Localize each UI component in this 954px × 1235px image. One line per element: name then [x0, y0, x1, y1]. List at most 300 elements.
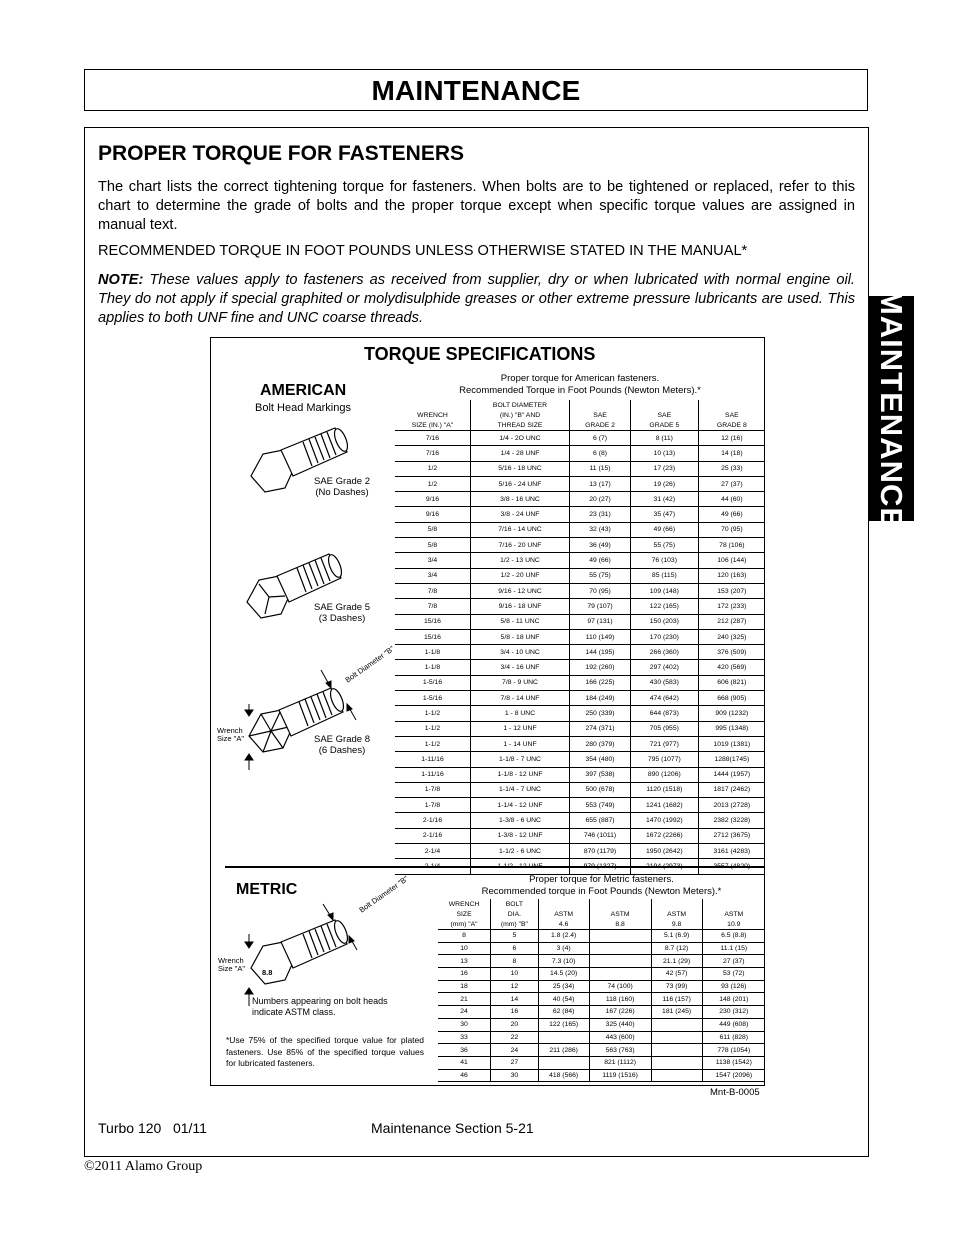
am-table-cell: 553 (749): [570, 798, 631, 813]
met-col-109-h1: ASTM: [724, 910, 744, 918]
am-table-cell: 20 (27): [570, 492, 631, 507]
am-table-cell: 184 (249): [570, 691, 631, 706]
met-table-cell: 118 (160): [589, 993, 651, 1006]
met-table-cell: 24: [491, 1044, 539, 1057]
am-table-cell: 3/4: [395, 568, 470, 583]
met-table-cell: 418 (566): [538, 1069, 589, 1082]
am-table-cell: 1-3/8 - 12 UNF: [470, 828, 569, 843]
met-table-cell: 5.1 (6.9): [651, 930, 702, 943]
metric-caption-line2: Recommended torque in Foot Pounds (Newton Meters).*: [481, 886, 722, 897]
am-col-bolt-h2: (IN.) "B" AND: [470, 410, 569, 420]
am-table-cell: 266 (360): [630, 645, 698, 660]
am-table-cell: 172 (233): [698, 599, 765, 614]
am-table-cell: 55 (75): [570, 568, 631, 583]
am-table-cell: 6 (7): [570, 431, 631, 446]
note-text: These values apply to fasteners as received from supplier, dry or when lubricated with normal engine oil. They do not apply if special graphited or molydisulphide greases or other extreme pressure lubricants are used. This applies to both UNF fine and UNC coarse threads.: [98, 272, 855, 326]
section-side-tab: [869, 288, 914, 529]
am-table-cell: 9/16: [395, 492, 470, 507]
am-table-cell: 122 (165): [630, 599, 698, 614]
am-table-cell: 35 (47): [630, 507, 698, 522]
am-table-row: [395, 721, 765, 736]
met-table-cell: 36: [438, 1044, 491, 1057]
metric-note-line1: Numbers appearing on bolt heads: [252, 996, 388, 1006]
met-table-cell: 27 (37): [702, 955, 765, 968]
am-table-cell: 166 (225): [570, 675, 631, 690]
figure-id: Mnt-B-0005: [710, 1087, 760, 1098]
am-table-cell: 7/16 - 20 UNF: [470, 538, 569, 553]
met-table-cell: 211 (286): [538, 1044, 589, 1057]
am-table-cell: 55 (75): [630, 538, 698, 553]
note-label: NOTE:: [98, 272, 144, 288]
american-wrench-label: [217, 727, 244, 743]
met-table-cell: 8: [438, 930, 491, 943]
american-wrench-text: Wrench: [217, 726, 243, 735]
am-table-cell: 120 (163): [698, 568, 765, 583]
am-table-cell: 70 (95): [698, 522, 765, 537]
met-table-cell: [589, 955, 651, 968]
met-table-cell: 12: [491, 980, 539, 993]
am-table-row: [395, 476, 765, 491]
met-col-46-h1: ASTM: [538, 909, 589, 919]
met-col-109-h0: [702, 899, 765, 909]
am-table-cell: 1-1/8 - 12 UNF: [470, 767, 569, 782]
am-table-cell: 5/8: [395, 522, 470, 537]
am-table-row: [395, 431, 765, 446]
am-table-row: [395, 629, 765, 644]
metric-table-header-row3: [438, 919, 765, 930]
am-table-cell: 1672 (2266): [630, 828, 698, 843]
met-table-cell: 33: [438, 1031, 491, 1044]
am-table-cell: 3/4 - 16 UNF: [470, 660, 569, 675]
met-table-cell: 6: [491, 942, 539, 955]
am-table-cell: 995 (1348): [698, 721, 765, 736]
am-table-cell: 2-1/16: [395, 813, 470, 828]
am-col-g5-h0: [630, 400, 698, 410]
am-table-cell: 1-1/4 - 7 UNC: [470, 782, 569, 797]
met-table-cell: 42 (57): [651, 968, 702, 981]
met-col-wrench-h3: (mm) "A": [438, 919, 491, 930]
am-table-cell: 1/2 - 20 UNF: [470, 568, 569, 583]
am-table-cell: 1/2 - 13 UNC: [470, 553, 569, 568]
metric-wrench-text: Wrench: [218, 956, 244, 965]
am-table-cell: 144 (195): [570, 645, 631, 660]
copyright: ©2011 Alamo Group: [84, 1159, 203, 1174]
am-table-cell: 3161 (4283): [698, 844, 765, 859]
am-table-cell: 79 (107): [570, 599, 631, 614]
am-table-cell: 1241 (1682): [630, 798, 698, 813]
am-table-cell: 49 (66): [630, 522, 698, 537]
met-col-46-h0: [538, 899, 589, 909]
metric-wrench-size-text: Size "A": [218, 964, 246, 973]
am-table-cell: 1 - 8 UNC: [470, 706, 569, 721]
am-table-cell: 474 (642): [630, 691, 698, 706]
page-title: MAINTENANCE: [371, 75, 581, 106]
am-table-cell: 212 (287): [698, 614, 765, 629]
met-col-46-h2: 4.6: [538, 919, 589, 930]
am-table-cell: 1950 (2642): [630, 844, 698, 859]
metric-torque-table: [438, 899, 765, 1082]
american-table-body: [395, 431, 765, 875]
am-table-cell: 27 (37): [698, 476, 765, 491]
am-table-cell: 1-1/8 - 7 UNC: [470, 752, 569, 767]
torque-unit-statement: RECOMMENDED TORQUE IN FOOT POUNDS UNLESS OTHERWISE STATED IN THE MANUAL*: [98, 243, 748, 259]
met-col-88-h1: ASTM: [589, 909, 651, 919]
am-table-cell: 7/8: [395, 599, 470, 614]
american-caption-line1: Proper torque for American fasteners.: [500, 373, 660, 384]
am-table-cell: 1-11/16: [395, 767, 470, 782]
met-table-row: [438, 1018, 765, 1031]
am-table-cell: 31 (42): [630, 492, 698, 507]
met-table-cell: 5: [491, 930, 539, 943]
met-table-row: [438, 1069, 765, 1082]
am-table-cell: 1-7/8: [395, 798, 470, 813]
am-table-row: [395, 828, 765, 843]
am-table-row: [395, 446, 765, 461]
am-table-cell: 192 (260): [570, 660, 631, 675]
met-table-cell: 443 (600): [589, 1031, 651, 1044]
american-heading: AMERICAN: [260, 382, 347, 399]
am-table-cell: 5/8 - 11 UNC: [470, 614, 569, 629]
am-table-cell: 2-1/4: [395, 859, 470, 874]
footer-section: Maintenance Section 5-21: [371, 1120, 534, 1136]
met-table-cell: 16: [438, 968, 491, 981]
grade5-text: SAE Grade 5: [314, 602, 370, 613]
am-table-cell: 170 (230): [630, 629, 698, 644]
am-table-row: [395, 660, 765, 675]
met-table-cell: [589, 968, 651, 981]
am-table-cell: 1-7/8: [395, 782, 470, 797]
am-table-cell: 1-1/2: [395, 721, 470, 736]
am-table-cell: 3/8 - 24 UNF: [470, 507, 569, 522]
am-table-cell: 13 (17): [570, 476, 631, 491]
am-table-cell: 2013 (2728): [698, 798, 765, 813]
am-table-row: [395, 691, 765, 706]
am-table-cell: 420 (569): [698, 660, 765, 675]
am-col-g5-h2: GRADE 5: [630, 420, 698, 431]
am-table-row: [395, 736, 765, 751]
metric-table-body: [438, 930, 765, 1082]
am-table-cell: 1470 (1992): [630, 813, 698, 828]
am-table-cell: 2-1/16: [395, 828, 470, 843]
am-table-row: [395, 844, 765, 859]
am-table-cell: 705 (955): [630, 721, 698, 736]
met-col-wrench-h2: SIZE: [438, 909, 491, 919]
met-table-cell: [538, 1031, 589, 1044]
met-table-cell: [651, 1056, 702, 1069]
am-table-cell: 1/4 - 2O UNC: [470, 431, 569, 446]
am-table-cell: 1-11/16: [395, 752, 470, 767]
am-table-cell: 746 (1011): [570, 828, 631, 843]
am-table-cell: 668 (905): [698, 691, 765, 706]
am-table-cell: 1-5/16: [395, 675, 470, 690]
am-table-cell: 110 (149): [570, 629, 631, 644]
met-table-cell: [651, 1018, 702, 1031]
am-table-cell: 1-1/2 - 12 UNF: [470, 859, 569, 874]
am-table-cell: 644 (873): [630, 706, 698, 721]
am-table-cell: 1-1/8: [395, 660, 470, 675]
am-table-cell: 7/8 - 9 UNC: [470, 675, 569, 690]
met-col-98-h2: 9.8: [651, 919, 702, 930]
am-table-cell: 49 (66): [570, 553, 631, 568]
met-col-bolt-h2: DIA.: [491, 909, 539, 919]
met-table-cell: 30: [438, 1018, 491, 1031]
met-col-wrench-h1: WRENCH: [438, 899, 491, 909]
am-col-g8-h1: SAE: [725, 411, 739, 419]
metric-table-header-row1: [438, 899, 765, 909]
met-table-cell: 20: [491, 1018, 539, 1031]
met-table-cell: 14: [491, 993, 539, 1006]
met-table-cell: 16: [491, 1006, 539, 1019]
am-table-cell: 250 (339): [570, 706, 631, 721]
american-bolt-diameter-label: Bolt Diameter "B": [343, 644, 396, 685]
am-table-cell: 1-1/2 - 6 UNC: [470, 844, 569, 859]
am-table-cell: 1-1/2: [395, 736, 470, 751]
met-col-98-h1: ASTM: [651, 909, 702, 919]
am-table-cell: 78 (106): [698, 538, 765, 553]
am-col-wrench-h1: [395, 400, 470, 410]
met-table-cell: 1547 (2096): [702, 1069, 765, 1082]
met-table-cell: 62 (84): [538, 1006, 589, 1019]
met-table-cell: 8: [491, 955, 539, 968]
am-table-cell: 500 (678): [570, 782, 631, 797]
grade5-label: [305, 602, 379, 624]
am-col-wrench-h3: SIZE (IN.) "A": [395, 420, 470, 431]
american-torque-table: [395, 400, 765, 875]
met-table-cell: [538, 1056, 589, 1069]
am-table-row: [395, 461, 765, 476]
met-table-cell: [589, 930, 651, 943]
met-table-row: [438, 942, 765, 955]
am-table-cell: 606 (821): [698, 675, 765, 690]
met-table-cell: 449 (608): [702, 1018, 765, 1031]
metric-note-line2: indicate ASTM class.: [252, 1007, 336, 1017]
grade8-label: [305, 734, 379, 756]
am-table-cell: 5/8 - 18 UNF: [470, 629, 569, 644]
am-table-cell: 1019 (1381): [698, 736, 765, 751]
met-table-cell: 13: [438, 955, 491, 968]
grade5-sub-text: (3 Dashes): [318, 613, 366, 624]
am-table-cell: 3/8 - 16 UNC: [470, 492, 569, 507]
metric-bolt-diameter-label: Bolt Diameter "B": [357, 874, 410, 915]
am-table-cell: 15/16: [395, 629, 470, 644]
am-table-cell: 23 (31): [570, 507, 631, 522]
am-table-cell: 9/16 - 18 UNF: [470, 599, 569, 614]
bolt-head-markings-label: Bolt Head Markings: [255, 402, 351, 414]
grade2-text: SAE Grade 2: [314, 476, 370, 487]
am-table-cell: 150 (203): [630, 614, 698, 629]
met-table-cell: 325 (440): [589, 1018, 651, 1031]
met-table-cell: 1.8 (2.4): [538, 930, 589, 943]
am-table-cell: 1-5/16: [395, 691, 470, 706]
am-table-cell: 85 (115): [630, 568, 698, 583]
metric-table-header-row2: [438, 909, 765, 919]
met-col-98-h0: [651, 899, 702, 909]
am-table-cell: 12 (16): [698, 431, 765, 446]
am-table-cell: 7/8 - 14 UNF: [470, 691, 569, 706]
am-table-row: [395, 645, 765, 660]
am-table-cell: 890 (1206): [630, 767, 698, 782]
intro-paragraph: The chart lists the correct tightening torque for fasteners. When bolts are to be tightened or replaced, refer to this chart to determine the grade of bolts and the proper torque except when specific torque values are assigned in manual text.: [98, 179, 855, 233]
met-table-cell: 611 (828): [702, 1031, 765, 1044]
met-table-row: [438, 1031, 765, 1044]
metric-caption-line1: Proper torque for Metric fasteners.: [529, 874, 674, 885]
am-table-cell: 1444 (1957): [698, 767, 765, 782]
am-table-cell: 280 (379): [570, 736, 631, 751]
american-caption-line2: Recommended Torque in Foot Pounds (Newton Meters).*: [459, 385, 701, 396]
note-paragraph: [98, 271, 855, 328]
am-col-g8-h0: [698, 400, 765, 410]
am-table-cell: 19 (26): [630, 476, 698, 491]
met-col-88-h2: 8.8: [589, 919, 651, 930]
am-col-g2-h2: GRADE 2: [570, 420, 631, 431]
am-table-cell: 1817 (2462): [698, 782, 765, 797]
met-table-cell: 1138 (1542): [702, 1056, 765, 1069]
am-table-cell: 32 (43): [570, 522, 631, 537]
met-table-cell: 563 (763): [589, 1044, 651, 1057]
met-table-cell: 778 (1054): [702, 1044, 765, 1057]
am-table-row: [395, 599, 765, 614]
am-table-row: [395, 553, 765, 568]
figure-divider: [225, 866, 765, 868]
am-table-cell: 7/16: [395, 431, 470, 446]
am-table-cell: 17 (23): [630, 461, 698, 476]
am-table-cell: 3/4 - 10 UNC: [470, 645, 569, 660]
am-table-cell: 1 - 14 UNF: [470, 736, 569, 751]
am-table-cell: 25 (33): [698, 461, 765, 476]
am-table-cell: 76 (103): [630, 553, 698, 568]
met-table-cell: 18: [438, 980, 491, 993]
am-table-cell: 430 (583): [630, 675, 698, 690]
am-col-g2-h1: SAE: [570, 410, 631, 420]
american-table-header-row1: [395, 400, 765, 410]
metric-bolt-head-note: [252, 996, 388, 1018]
am-table-row: [395, 614, 765, 629]
am-table-cell: 106 (144): [698, 553, 765, 568]
am-table-row: [395, 706, 765, 721]
metric-caption: [438, 874, 765, 898]
met-table-cell: 40 (54): [538, 993, 589, 1006]
met-table-cell: 21: [438, 993, 491, 1006]
met-table-cell: 230 (312): [702, 1006, 765, 1019]
am-table-cell: 870 (1179): [570, 844, 631, 859]
am-table-cell: 655 (887): [570, 813, 631, 828]
met-table-cell: 11.1 (15): [702, 942, 765, 955]
met-table-row: [438, 968, 765, 981]
grade8-sub-text: (6 Dashes): [318, 745, 366, 756]
met-table-row: [438, 955, 765, 968]
met-table-cell: 41: [438, 1056, 491, 1069]
am-table-cell: 10 (13): [630, 446, 698, 461]
met-table-cell: 25 (34): [538, 980, 589, 993]
met-table-cell: 24: [438, 1006, 491, 1019]
met-table-cell: 821 (1112): [589, 1056, 651, 1069]
am-table-cell: 36 (49): [570, 538, 631, 553]
metric-heading: METRIC: [236, 881, 298, 898]
am-table-row: [395, 752, 765, 767]
am-table-row: [395, 507, 765, 522]
am-col-g8-h2: GRADE 8: [698, 420, 765, 431]
am-table-cell: 2712 (3675): [698, 828, 765, 843]
metric-head-mark: 8.8: [262, 968, 273, 977]
am-table-cell: 5/8: [395, 538, 470, 553]
american-caption: [395, 373, 765, 397]
am-table-cell: 2-1/4: [395, 844, 470, 859]
met-table-cell: 30: [491, 1069, 539, 1082]
grade2-label: [305, 476, 379, 498]
am-table-cell: 397 (538): [570, 767, 631, 782]
am-col-g2-h0: [570, 400, 631, 410]
am-table-cell: 240 (325): [698, 629, 765, 644]
side-tab-label: MAINTENANCE: [874, 288, 910, 529]
am-table-cell: 1288(1745): [698, 752, 765, 767]
am-table-cell: 1/4 - 28 UNF: [470, 446, 569, 461]
met-table-cell: 6.5 (8.8): [702, 930, 765, 943]
met-table-cell: 10: [438, 942, 491, 955]
met-table-cell: [651, 1044, 702, 1057]
am-table-row: [395, 675, 765, 690]
am-table-cell: 7/8: [395, 583, 470, 598]
am-col-bolt-h1: BOLT DIAMETER: [470, 400, 569, 410]
met-table-cell: [651, 1031, 702, 1044]
met-table-cell: 14.5 (20): [538, 968, 589, 981]
plated-fastener-footnote: *Use 75% of the specified torque value for plated fasteners. Use 85% of the specified torque values for lubricated fasteners.: [226, 1035, 424, 1068]
am-table-row: [395, 568, 765, 583]
am-table-cell: 9/16 - 12 UNC: [470, 583, 569, 598]
met-col-88-h0: [589, 899, 651, 909]
am-table-row: [395, 798, 765, 813]
am-table-cell: 2194 (2973): [630, 859, 698, 874]
am-table-cell: 795 (1077): [630, 752, 698, 767]
am-table-cell: 14 (18): [698, 446, 765, 461]
am-table-cell: 49 (66): [698, 507, 765, 522]
am-table-cell: 5/16 - 24 UNF: [470, 476, 569, 491]
grade2-sub-text: (No Dashes): [315, 487, 369, 498]
am-table-cell: 1-3/8 - 6 UNC: [470, 813, 569, 828]
am-table-row: [395, 492, 765, 507]
am-table-cell: 1-1/4 - 12 UNF: [470, 798, 569, 813]
met-table-cell: 22: [491, 1031, 539, 1044]
figure-title: TORQUE SPECIFICATIONS: [364, 344, 596, 364]
footer-model: Turbo 120 01/11: [98, 1120, 207, 1136]
met-table-cell: 122 (165): [538, 1018, 589, 1031]
am-table-cell: 354 (480): [570, 752, 631, 767]
american-wrench-size-text: Size "A": [217, 734, 245, 743]
am-table-row: [395, 583, 765, 598]
am-table-row: [395, 813, 765, 828]
am-table-cell: 3557 (4820): [698, 859, 765, 874]
met-table-cell: 1119 (1516): [589, 1069, 651, 1082]
met-table-cell: [589, 942, 651, 955]
met-table-row: [438, 930, 765, 943]
met-table-row: [438, 1056, 765, 1069]
am-col-bolt-h3: THREAD SIZE: [470, 420, 569, 431]
metric-wrench-label: [218, 957, 245, 973]
am-table-cell: 6 (8): [570, 446, 631, 461]
met-table-cell: 93 (126): [702, 980, 765, 993]
header-box: [84, 69, 868, 111]
met-table-row: [438, 1044, 765, 1057]
am-table-cell: 11 (15): [570, 461, 631, 476]
met-col-bolt-h3: (mm) "B": [491, 919, 539, 930]
am-table-cell: 3/4: [395, 553, 470, 568]
am-table-cell: 2382 (3228): [698, 813, 765, 828]
met-table-cell: 8.7 (12): [651, 942, 702, 955]
met-table-row: [438, 993, 765, 1006]
am-table-cell: 8 (11): [630, 431, 698, 446]
met-table-row: [438, 1006, 765, 1019]
am-table-row: [395, 538, 765, 553]
am-table-cell: 297 (402): [630, 660, 698, 675]
